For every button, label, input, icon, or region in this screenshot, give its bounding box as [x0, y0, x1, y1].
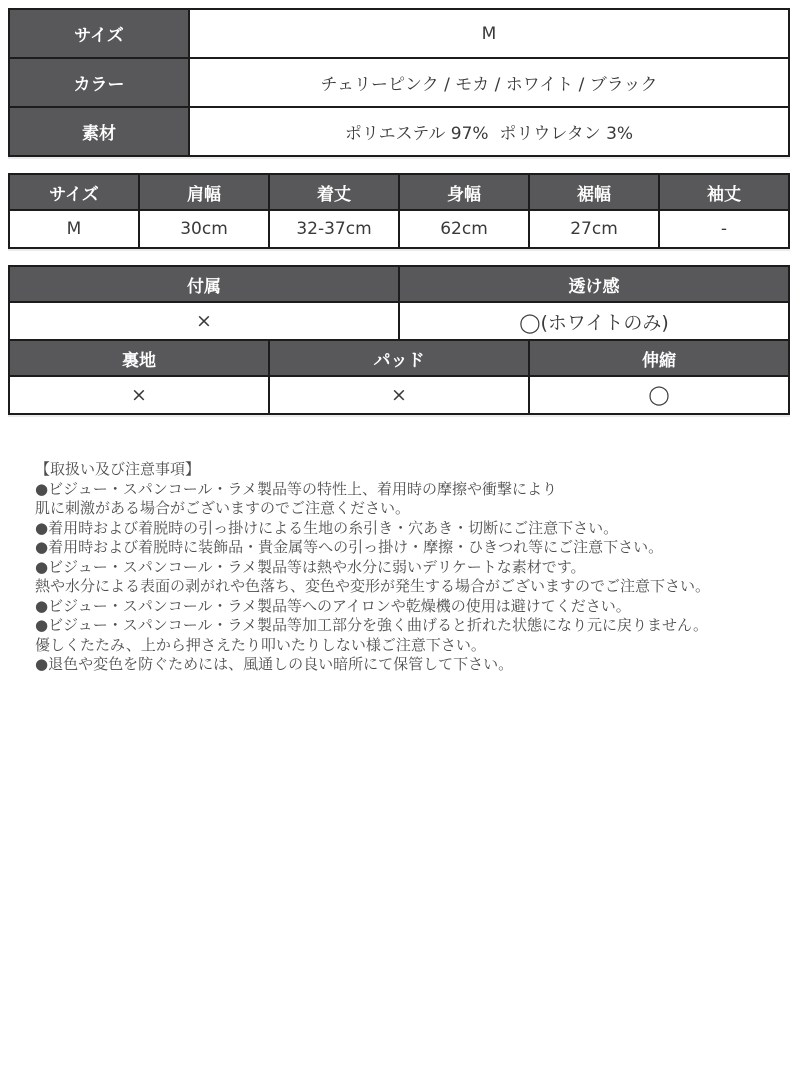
table-header-row [9, 340, 789, 376]
spec-value-color: チェリーピンク / モカ / ホワイト / ブラック [189, 58, 789, 107]
care-note-line: ●ビジュー・スパンコール・ラメ製品等の特性上、着用時の摩擦や衝撃により [35, 479, 558, 498]
spec-value-material: ポリエステル 97% ポリウレタン 3% [189, 107, 789, 156]
size-value-hem-width: 27cm [529, 210, 659, 248]
table-row [9, 210, 789, 248]
care-note-line: ●ビジュー・スパンコール・ラメ製品等加工部分を強く曲げると折れた状態になり元に戻りません。 [35, 616, 708, 634]
size-value-sleeve: - [659, 210, 789, 248]
feature-value-accessory: × [9, 302, 399, 340]
table-row [9, 107, 789, 156]
spec-value-size: M [189, 9, 789, 58]
spec-label-material: 素材 [9, 107, 189, 156]
care-note-line: ●着用時および着脱時の引っ掛けによる生地の糸引き・穴あき・切断にご注意下さい。 [35, 518, 619, 537]
table-row [9, 58, 789, 107]
table-row [9, 376, 789, 414]
size-header-size: サイズ [9, 174, 139, 210]
size-header-sleeve: 袖丈 [659, 174, 789, 210]
care-note-line: ●着用時および着脱時に装飾品・貴金属等への引っ掛け・摩擦・ひきつれ等にご注意下さい。 [35, 538, 664, 556]
size-value-shoulder: 30cm [139, 210, 269, 248]
size-header-hem-width: 裾幅 [529, 174, 659, 210]
table-header-row [9, 174, 789, 210]
size-value-size: M [9, 210, 139, 248]
feature-table [8, 265, 790, 415]
care-note-line: ●退色や変色を防ぐためには、風通しの良い暗所にて保管して下さい。 [35, 655, 514, 673]
size-value-body-width: 62cm [399, 210, 529, 248]
care-note-line: 熱や水分による表面の剥がれや色落ち、変色や変形が発生する場合がございますのでご注意下さい。 [35, 577, 711, 595]
care-note-line: ●ビジュー・スパンコール・ラメ製品等へのアイロンや乾燥機の使用は避けてください。 [35, 596, 631, 615]
feature-header-stretch: 伸縮 [529, 340, 789, 376]
spec-label-size: サイズ [9, 9, 189, 58]
feature-header-pad: パッド [269, 340, 529, 376]
table-header-row [9, 266, 789, 302]
feature-value-stretch: ◯ [529, 376, 789, 414]
feature-header-sheerness: 透け感 [399, 266, 789, 302]
feature-header-accessory: 付属 [9, 266, 399, 302]
care-notes-title: 【取扱い及び注意事項】 [35, 460, 201, 478]
size-value-length: 32-37cm [269, 210, 399, 248]
table-row [9, 9, 789, 58]
size-header-length: 着丈 [269, 174, 399, 210]
spec-table [8, 8, 790, 157]
feature-value-lining: × [9, 376, 269, 414]
feature-header-lining: 裏地 [9, 340, 269, 376]
feature-value-pad: × [269, 376, 529, 414]
size-table [8, 173, 790, 249]
care-note-line: ●ビジュー・スパンコール・ラメ製品等は熱や水分に弱いデリケートな素材です。 [35, 557, 586, 576]
size-header-shoulder: 肩幅 [139, 174, 269, 210]
size-header-body-width: 身幅 [399, 174, 529, 210]
care-notes [8, 460, 792, 675]
table-row [9, 302, 789, 340]
feature-value-sheerness: ◯(ホワイトのみ) [399, 302, 789, 340]
care-note-line: 肌に刺激がある場合がございますのでご注意ください。 [35, 499, 411, 517]
care-note-line: 優しくたたみ、上から押さえたり叩いたりしない様ご注意下さい。 [35, 635, 486, 654]
spec-label-color: カラー [9, 58, 189, 107]
